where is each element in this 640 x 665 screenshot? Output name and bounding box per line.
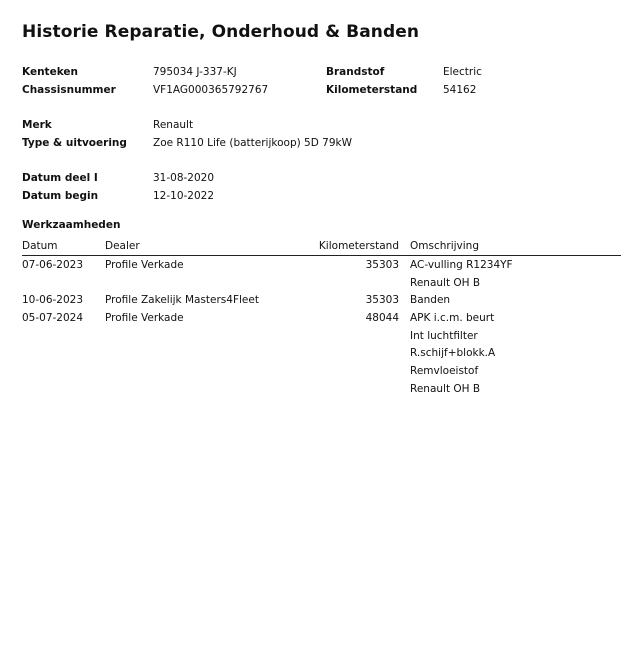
werkzaamheden-heading: Werkzaamheden [22, 219, 121, 231]
column-header-datum: Datum [22, 240, 58, 252]
column-header-kilometerstand: Kilometerstand [318, 240, 399, 252]
brandstof-value: Electric [443, 66, 482, 78]
merk-value: Renault [153, 119, 194, 131]
chassis-value: VF1AG000365792767 [153, 84, 269, 96]
row-datum: 07-06-2023 [22, 259, 84, 271]
row-omschrijving: APK i.c.m. beurt [410, 312, 495, 324]
column-header-omschrijving: Omschrijving [410, 240, 479, 252]
datum-begin-value: 12-10-2022 [153, 190, 215, 202]
brandstof-label: Brandstof [326, 66, 385, 78]
row-omschrijving: Remvloeistof [410, 365, 479, 377]
row-omschrijving: R.schijf+blokk.A [410, 347, 496, 359]
type-value: Zoe R110 Life (batterijkoop) 5D 79kW [153, 137, 352, 149]
row-kilometerstand: 35303 [365, 259, 399, 271]
row-omschrijving: AC-vulling R1234YF [410, 259, 513, 271]
column-header-dealer: Dealer [105, 240, 140, 252]
kenteken-label: Kenteken [22, 66, 78, 78]
chassis-label: Chassisnummer [22, 84, 116, 96]
row-omschrijving: Int luchtfilter [410, 330, 478, 342]
type-label: Type & uitvoering [22, 137, 127, 149]
row-dealer: Profile Verkade [105, 259, 184, 271]
datum-deel1-value: 31-08-2020 [153, 172, 215, 184]
row-kilometerstand: 48044 [365, 312, 399, 324]
datum-begin-label: Datum begin [22, 190, 99, 202]
row-datum: 05-07-2024 [22, 312, 84, 324]
row-omschrijving: Renault OH B [410, 383, 481, 395]
kenteken-value: 795034 J-337-KJ [153, 66, 237, 78]
km-label: Kilometerstand [326, 84, 418, 96]
row-dealer: Profile Verkade [105, 312, 184, 324]
row-kilometerstand: 35303 [365, 294, 399, 306]
row-datum: 10-06-2023 [22, 294, 84, 306]
row-omschrijving: Renault OH B [410, 277, 481, 289]
merk-label: Merk [22, 119, 52, 131]
header-divider [22, 255, 621, 256]
km-value: 54162 [443, 84, 477, 96]
row-omschrijving: Banden [410, 294, 451, 306]
datum-deel1-label: Datum deel I [22, 172, 98, 184]
page-title: Historie Reparatie, Onderhoud & Banden [22, 22, 420, 42]
row-dealer: Profile Zakelijk Masters4Fleet [105, 294, 259, 306]
